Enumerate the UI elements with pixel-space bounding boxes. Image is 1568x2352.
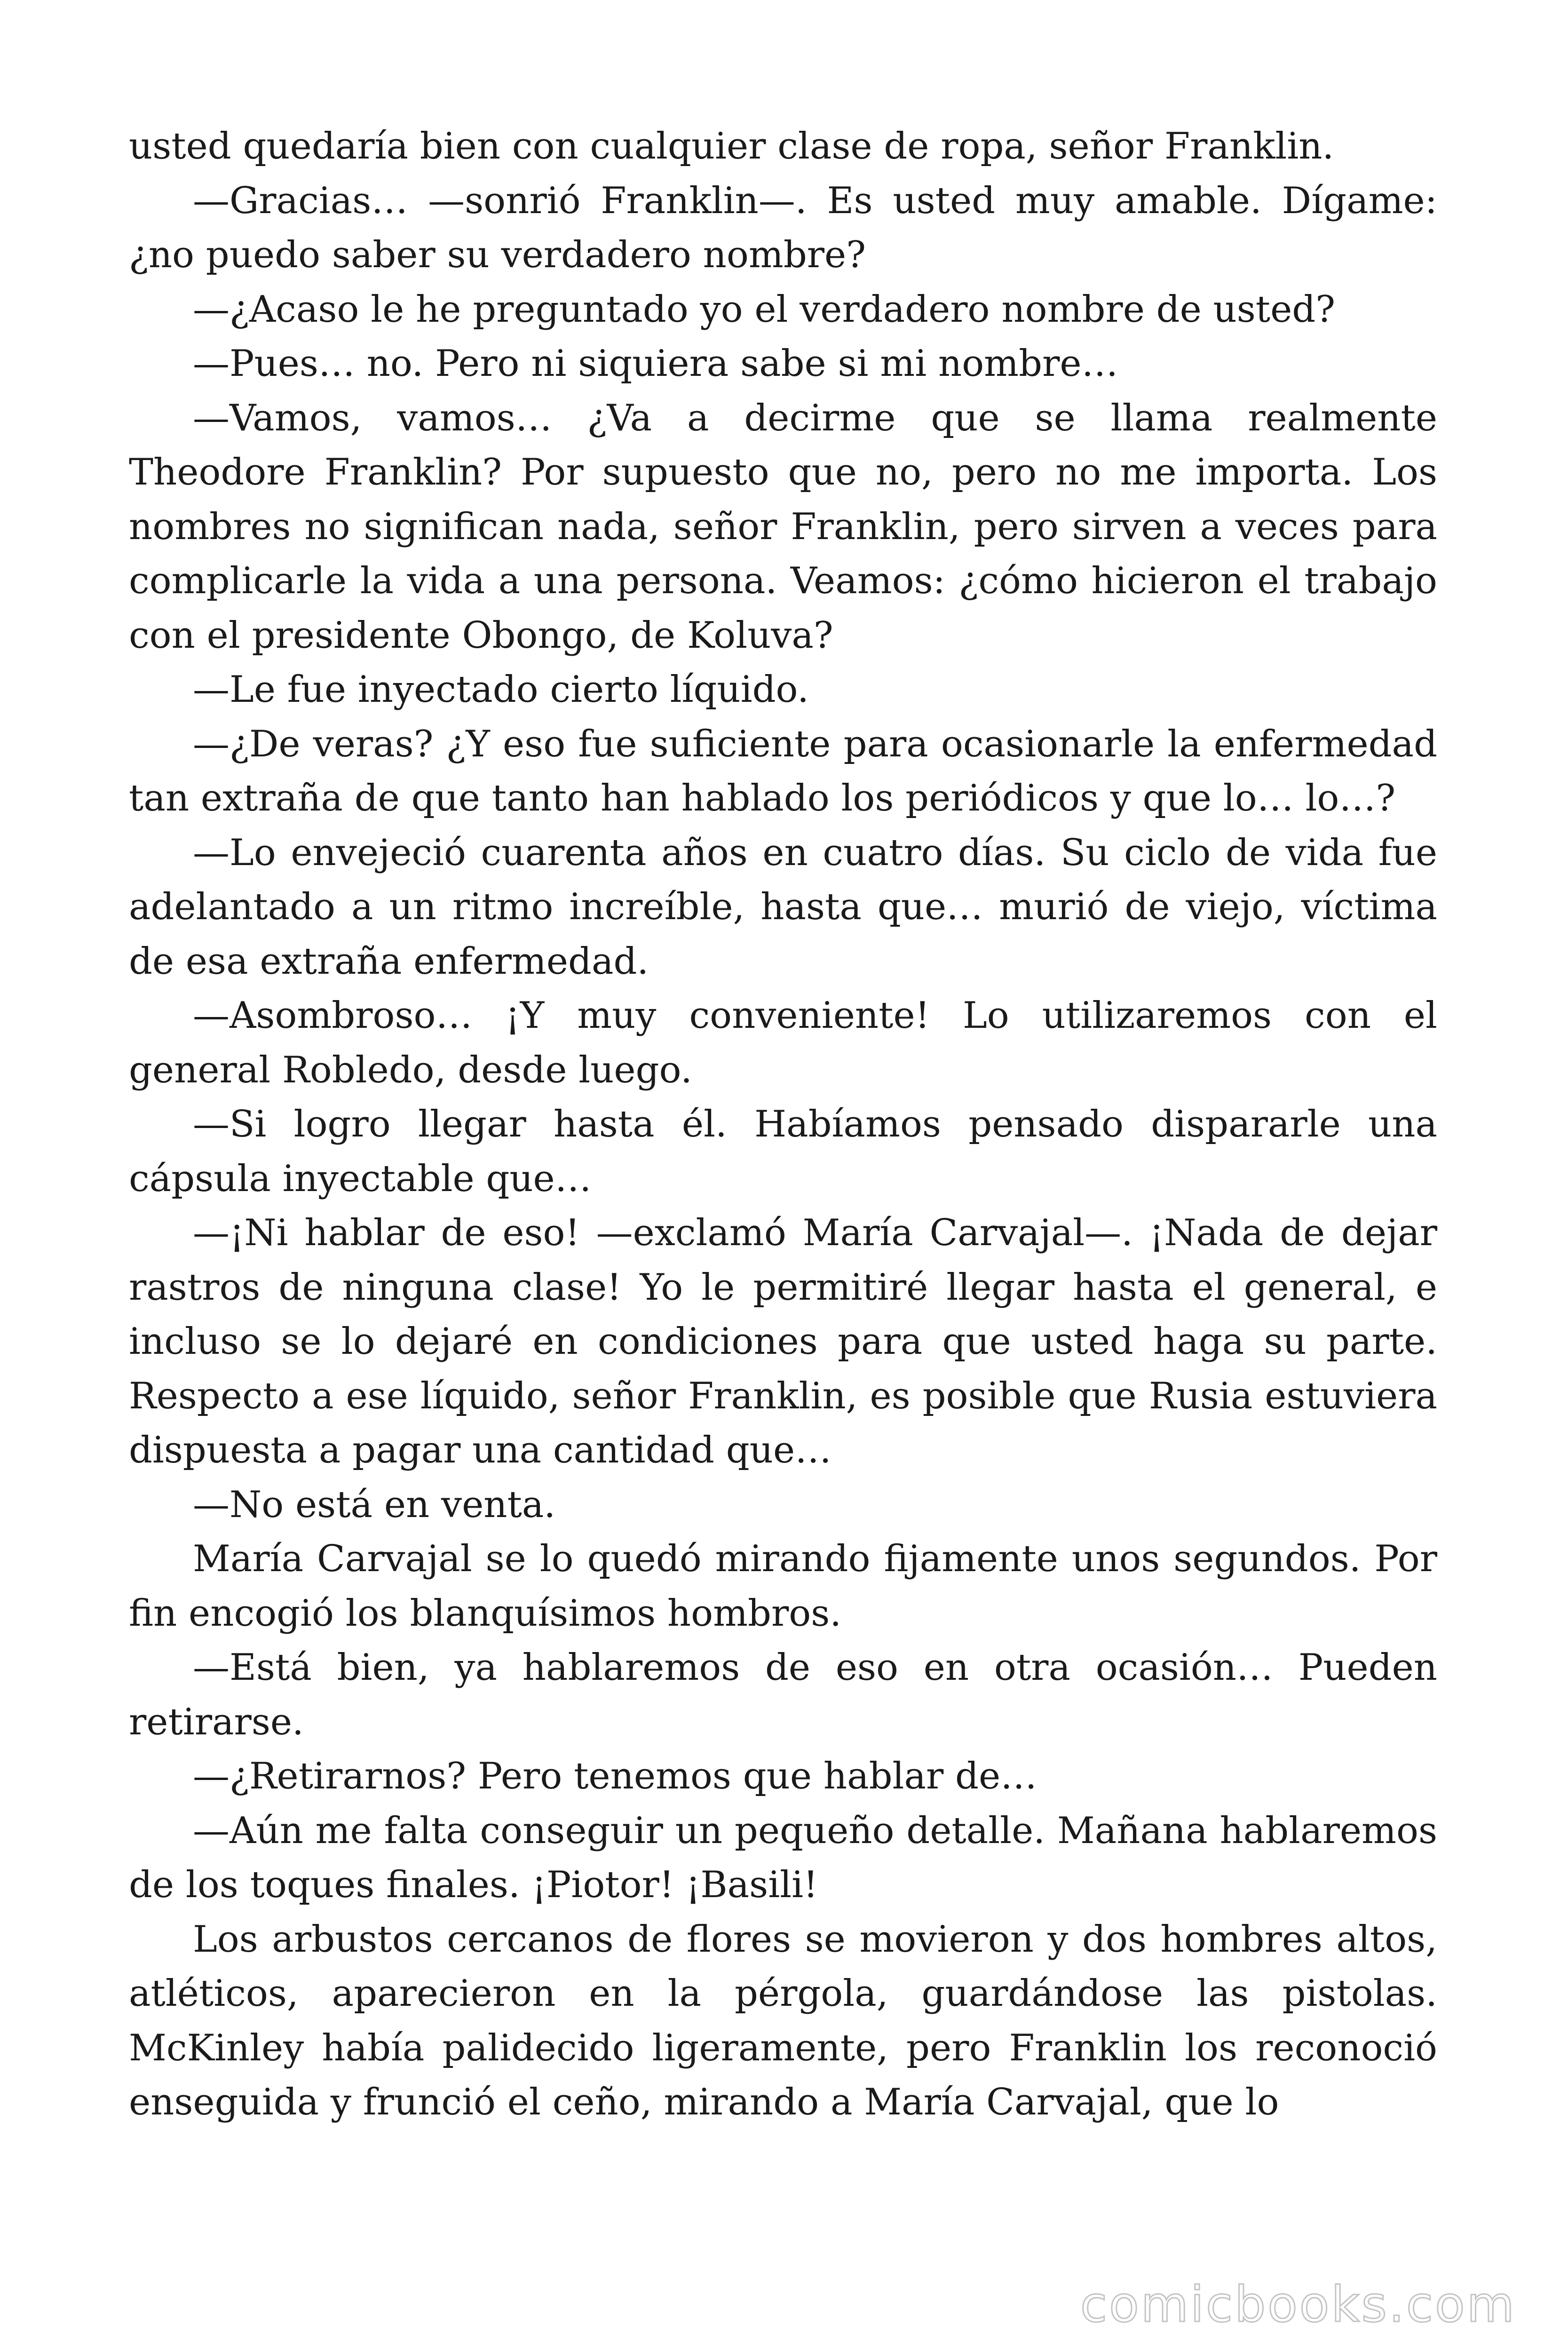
paragraph: —¿Retirarnos? Pero tenemos que hablar de… [193, 1755, 1037, 1797]
paragraph: usted quedaría bien con cualquier clase de ropa, señor Franklin. [129, 125, 1334, 167]
paragraph: —¿De veras? ¿Y eso fue suficiente para ocasionarle la enfermedad tan extraña de que tanto han hablado los periódicos y que lo… lo…? [129, 723, 1437, 819]
paragraph: María Carvajal se lo quedó mirando fijamente unos segundos. Por fin encogió los blanquísimos hombros. [129, 1538, 1437, 1635]
paragraph: —No está en venta. [193, 1483, 556, 1526]
paragraph: —¿Acaso le he preguntado yo el verdadero nombre de usted? [193, 288, 1336, 331]
paragraph: —Si logro llegar hasta él. Habíamos pensado dispararle una cápsula inyectable que… [129, 1103, 1437, 1200]
paragraph: —Está bien, ya hablaremos de eso en otra ocasión… Pueden retirarse. [129, 1646, 1437, 1743]
paragraph: —¡Ni hablar de eso! —exclamó María Carvajal—. ¡Nada de dejar rastros de ninguna clase! Yo le permitiré llegar hasta el general, e incluso se lo dejaré en condiciones para que usted haga su parte. Respecto a ese líquido, señor Franklin, es posible que Rusia estuviera dispuesta a pagar una cantidad que… [129, 1212, 1437, 1471]
paragraph: Los arbustos cercanos de flores se movieron y dos hombres altos, atléticos, aparecieron en la pérgola, guardándose las pistolas. McKinley había palidecido ligeramente, pero Franklin los reconoció enseguida y frunció el ceño, mirando a María Carvajal, que lo [129, 1918, 1437, 2123]
paragraph: —Pues… no. Pero ni siquiera sabe si mi nombre… [193, 342, 1118, 385]
paragraph: —Gracias… —sonrió Franklin—. Es usted muy amable. Dígame: ¿no puedo saber su verdadero nombre? [129, 179, 1437, 276]
paragraph: —Lo envejeció cuarenta años en cuatro días. Su ciclo de vida fue adelantado a un ritmo increíble, hasta que… murió de viejo, víctima de esa extraña enfermedad. [129, 831, 1437, 983]
body-text [129, 119, 1437, 2130]
paragraph: —Asombroso… ¡Y muy conveniente! Lo utilizaremos con el general Robledo, desde luego. [129, 994, 1437, 1091]
paragraph: —Vamos, vamos… ¿Va a decirme que se llama realmente Theodore Franklin? Por supuesto que no, pero no me importa. Los nombres no significan nada, señor Franklin, pero sirven a veces para complicarle la vida a una persona. Veamos: ¿cómo hicieron el trabajo con el presidente Obongo, de Koluva? [129, 397, 1437, 657]
watermark: comicbooks.com [1080, 2276, 1516, 2333]
paragraph: —Aún me falta conseguir un pequeño detalle. Mañana hablaremos de los toques finales. ¡Piotor! ¡Basili! [129, 1809, 1437, 1906]
paragraph: —Le fue inyectado cierto líquido. [193, 668, 809, 711]
